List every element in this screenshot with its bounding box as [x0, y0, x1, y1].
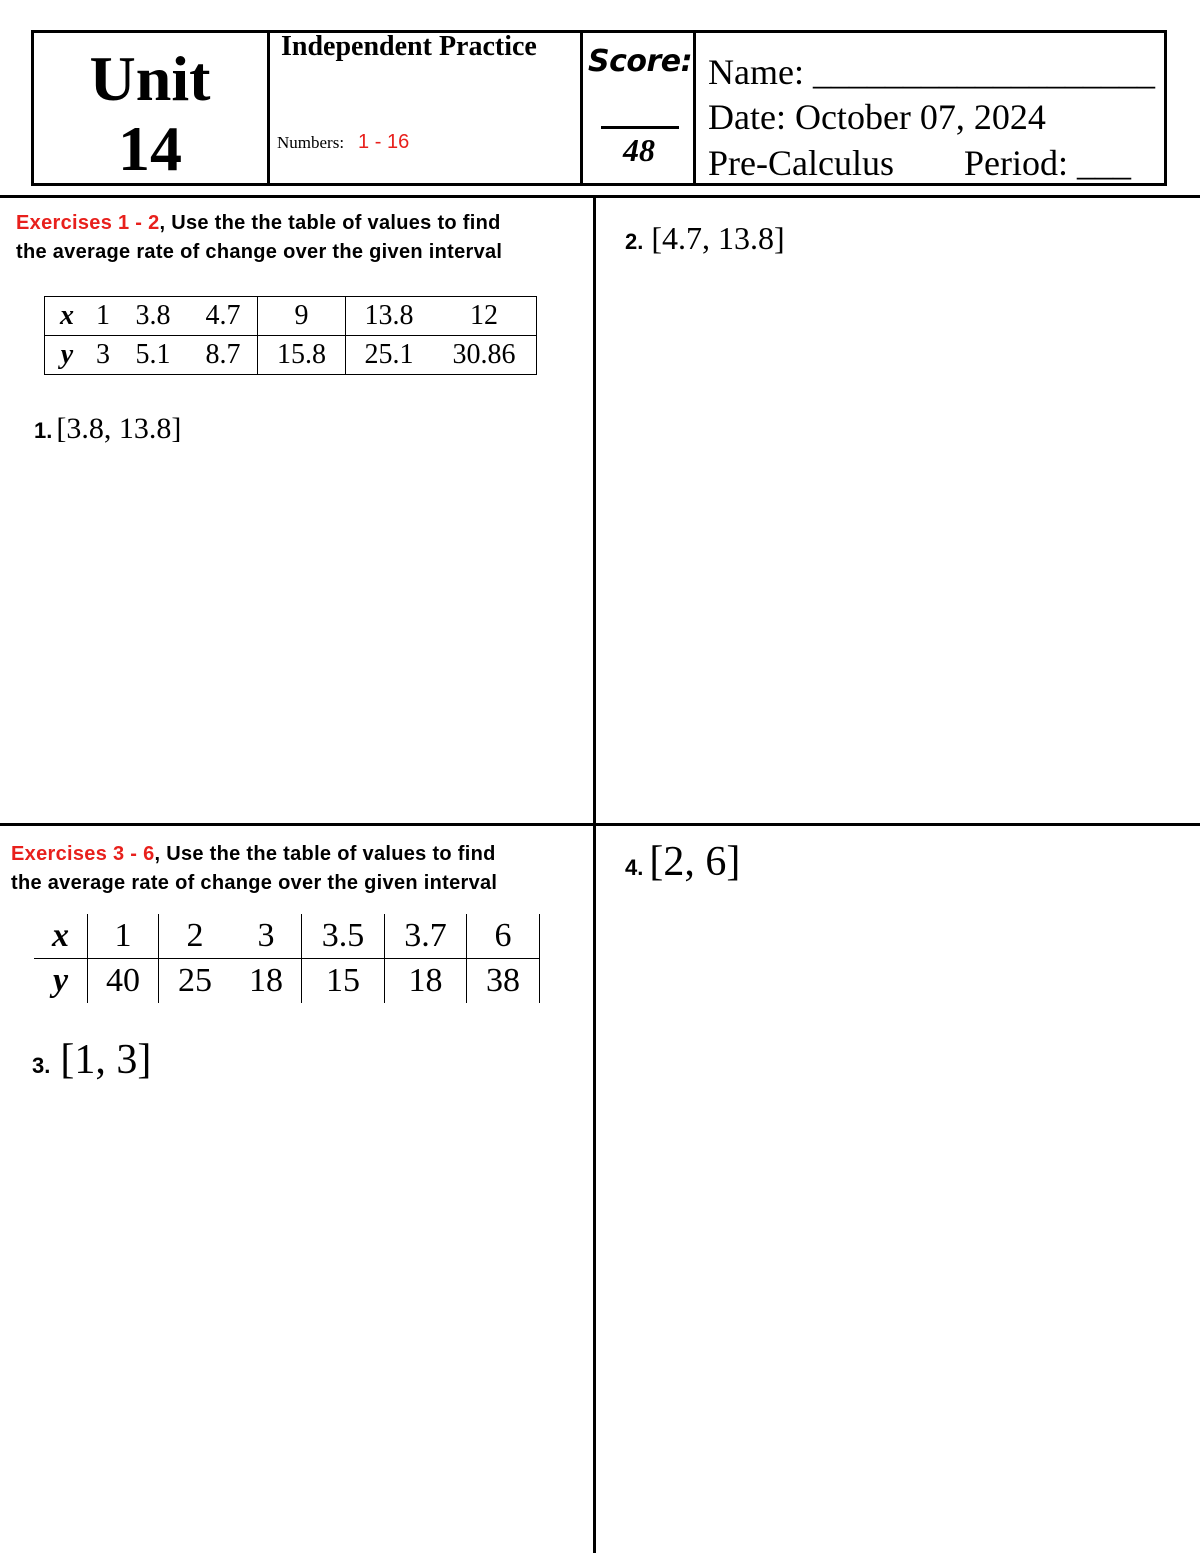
y-header: y — [60, 339, 74, 370]
table-cell: 3.8 — [117, 297, 189, 336]
question-1 — [34, 412, 181, 446]
table-cell: 8.7 — [205, 339, 241, 370]
table-cell: 2 — [159, 914, 232, 959]
table-cell: 12 — [432, 297, 537, 336]
table-cell: 30.86 — [452, 339, 516, 370]
table-cell: 1 — [89, 297, 117, 336]
numbers-label: Numbers: — [277, 133, 345, 152]
name-field[interactable]: Name: ___________________ — [708, 52, 1155, 92]
question-number: 2. — [625, 229, 644, 254]
period-field[interactable]: Period: ___ — [964, 143, 1131, 183]
table-row — [45, 297, 537, 336]
table-cell: 6 — [467, 914, 540, 959]
x-header: x — [45, 297, 90, 336]
table-row — [34, 914, 540, 959]
table-cell: 15 — [302, 959, 385, 1004]
table-cell: 38 — [467, 959, 540, 1004]
table-row — [45, 336, 537, 375]
section-divider — [0, 823, 1200, 826]
instruction-text: , Use the the table of values to find — [159, 212, 501, 234]
table-cell: 15.8 — [258, 336, 346, 375]
table-cell: 3.5 — [302, 914, 385, 959]
instructions-1 — [16, 209, 502, 267]
course-name: Pre-Calculus — [708, 143, 894, 183]
worksheet-title: Independent Practice — [281, 31, 537, 62]
question-number: 4. — [625, 855, 644, 880]
question-2 — [625, 220, 785, 257]
table-cell: 13.8 — [346, 297, 433, 336]
table-cell: 40 — [88, 959, 159, 1004]
header-bottom-rule — [0, 195, 1200, 198]
table-cell: 5.1 — [135, 339, 171, 370]
table-cell: 4.7 — [189, 297, 258, 336]
table-row — [34, 959, 540, 1004]
question-interval: [1, 3] — [60, 1037, 152, 1083]
instruction-text: the average rate of change over the given interval — [16, 241, 503, 263]
y-header: y — [52, 962, 69, 999]
question-number: 1. — [34, 418, 53, 443]
question-3 — [32, 1036, 151, 1084]
instruction-text: the average rate of change over the given interval — [11, 872, 498, 894]
question-4 — [625, 838, 740, 886]
instructions-2 — [11, 840, 497, 898]
exercise-range-2: Exercises 3 - 6 — [11, 843, 155, 865]
table-cell: 25.1 — [346, 336, 433, 375]
question-interval: [2, 6] — [649, 839, 741, 885]
header-divider — [580, 30, 583, 186]
table-cell: 3 — [231, 914, 302, 959]
header-divider — [267, 30, 270, 186]
table-cell: 3 — [96, 339, 110, 370]
numbers-line — [277, 131, 409, 154]
x-header: x — [34, 914, 88, 959]
date-line: Date: October 07, 2024 — [708, 97, 1046, 137]
values-table-1 — [44, 296, 537, 375]
table-cell: 1 — [88, 914, 159, 959]
values-table-2 — [34, 914, 540, 1003]
header-divider — [693, 30, 696, 186]
table-cell: 3.7 — [385, 914, 467, 959]
exercise-range-1: Exercises 1 - 2 — [16, 212, 160, 234]
score-label: Score: — [588, 44, 693, 79]
table-cell: 18 — [249, 962, 283, 999]
score-blank-line — [601, 126, 679, 129]
unit-label: Unit — [89, 43, 211, 114]
numbers-range: 1 - 16 — [358, 131, 410, 153]
score-total: 48 — [623, 132, 655, 168]
unit-number: 14 — [118, 113, 182, 184]
table-cell: 9 — [258, 297, 346, 336]
question-interval: [4.7, 13.8] — [651, 220, 785, 256]
table-cell: 25 — [159, 959, 232, 1004]
instruction-text: , Use the the table of values to find — [154, 843, 496, 865]
column-divider — [593, 196, 596, 1553]
question-number: 3. — [32, 1053, 51, 1078]
table-cell: 18 — [385, 959, 467, 1004]
question-interval: [3.8, 13.8] — [56, 412, 182, 445]
